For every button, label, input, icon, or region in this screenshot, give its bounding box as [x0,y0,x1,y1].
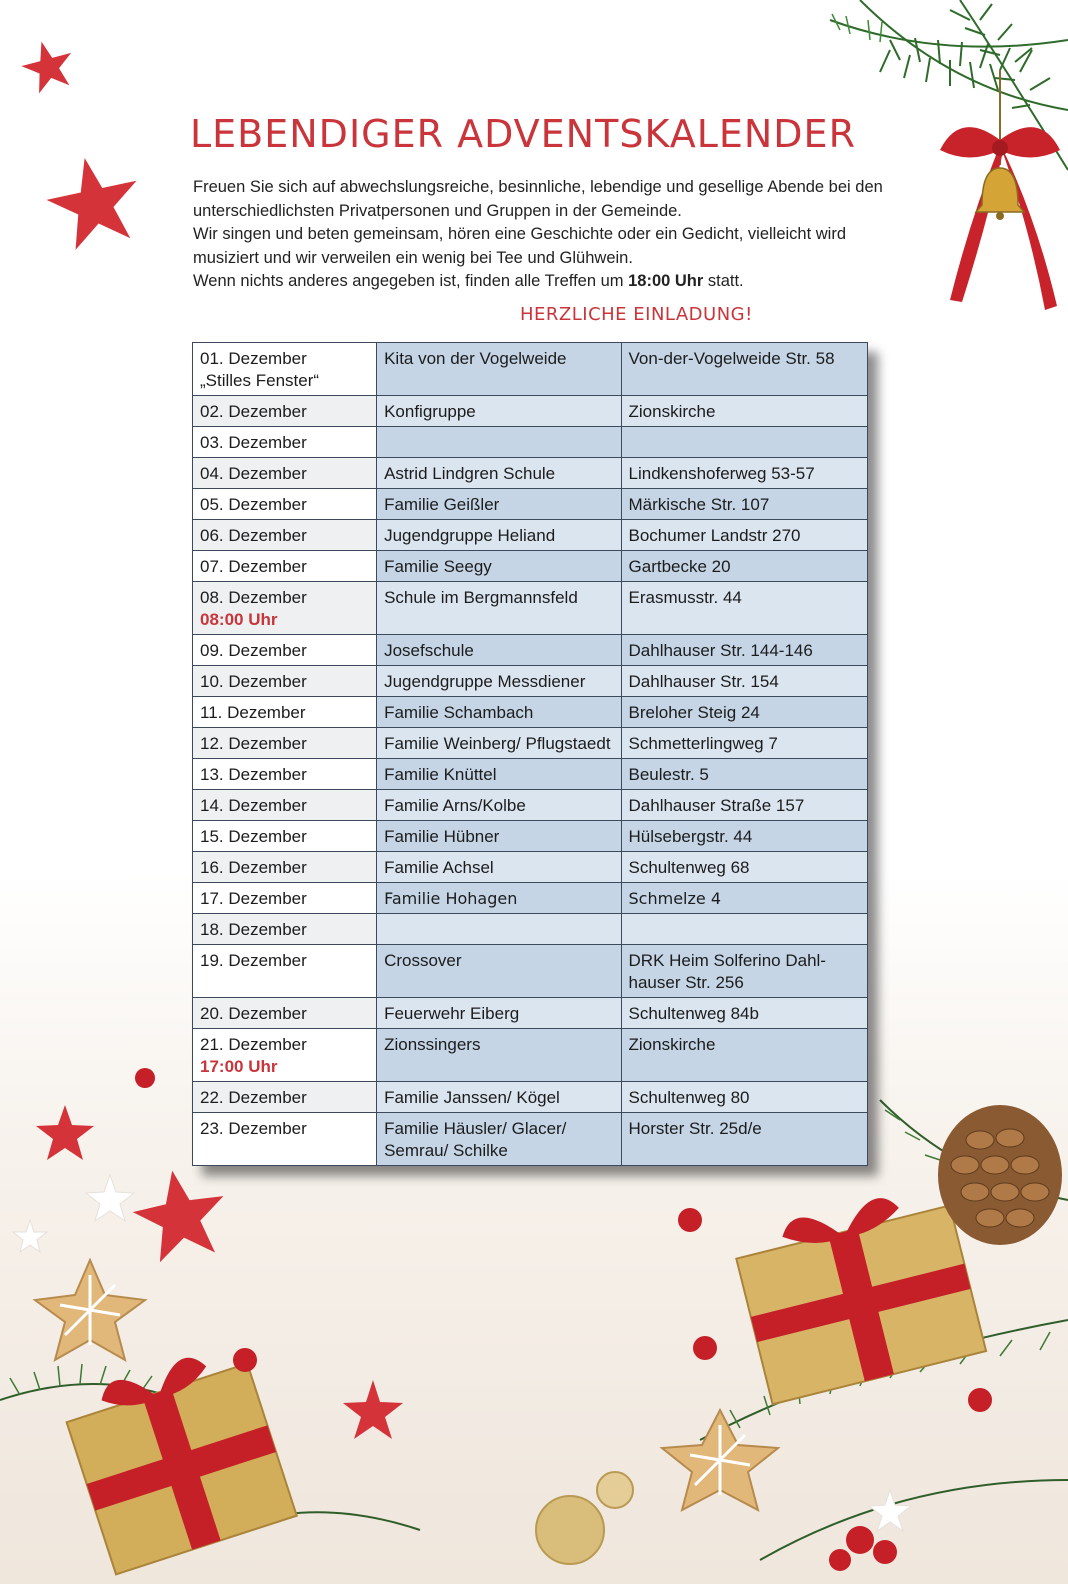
location-cell: Beulestr. 5 [621,759,867,790]
table-row [193,520,868,551]
date-cell [193,945,377,998]
table-row [193,427,868,458]
host-cell: Familie Häusler/ Glacer/ Semrau/ Schilke [377,1113,621,1166]
special-time: 17:00 Uhr [200,1057,278,1076]
date-text: 08. Dezember [200,588,307,607]
table-row [193,697,868,728]
date-cell [193,427,377,458]
host-cell [377,427,621,458]
date-text: 23. Dezember [200,1119,307,1138]
date-cell [193,790,377,821]
table-row [193,883,868,914]
host-cell: Familie Geißler [377,489,621,520]
host-cell: Familie Janssen/ Kögel [377,1082,621,1113]
date-cell [193,343,377,396]
host-cell: Josefschule [377,635,621,666]
table-row [193,998,868,1029]
location-cell: Bochumer Landstr 270 [621,520,867,551]
host-cell: Familie Knüttel [377,759,621,790]
date-cell [193,728,377,759]
star-icon [20,38,76,94]
date-cell [193,582,377,635]
table-row [193,790,868,821]
date-text: 18. Dezember [200,920,307,939]
star-icon [44,152,144,252]
page-title: LEBENDIGER ADVENTSKALENDER [190,112,856,156]
location-cell: Schultenweg 84b [621,998,867,1029]
location-cell: Dahlhauser Straße 157 [621,790,867,821]
date-cell [193,1029,377,1082]
date-cell [193,520,377,551]
date-text: 21. Dezember [200,1035,307,1054]
host-cell: Familie Hohagen [377,883,621,914]
location-cell: Zionskirche [621,396,867,427]
advent-calendar-table [192,342,868,1166]
date-cell [193,697,377,728]
date-cell [193,458,377,489]
calendar-body [193,343,868,1166]
date-text: 07. Dezember [200,557,307,576]
location-cell: Zionskirche [621,1029,867,1082]
location-cell: Märkische Str. 107 [621,489,867,520]
date-text: 01. Dezember [200,349,307,368]
date-text: 11. Dezember [200,703,306,722]
date-cell [193,821,377,852]
date-cell [193,852,377,883]
date-cell [193,883,377,914]
location-cell: Dahlhauser Str. 144-146 [621,635,867,666]
location-cell: Schultenweg 68 [621,852,867,883]
host-cell: Feuerwehr Eiberg [377,998,621,1029]
intro-text [193,176,893,294]
intro-line-2: Wir singen und beten gemeinsam, hören eine Geschichte oder ein Gedicht, vielleicht wird musiziert und wir verweilen ein wenig bei Tee und Glühwein. [193,225,847,267]
host-cell: Familie Weinberg/ Pflugstaedt [377,728,621,759]
table-row [193,1082,868,1113]
date-text: 03. Dezember [200,433,307,452]
host-cell: Konfigruppe [377,396,621,427]
date-text: 06. Dezember [200,526,307,545]
invitation-heading: HERZLICHE EINLADUNG! [520,304,753,325]
location-cell [621,914,867,945]
host-cell: Familie Seegy [377,551,621,582]
host-cell [377,914,621,945]
table-row [193,458,868,489]
date-text: 19. Dezember [200,951,307,970]
date-cell [193,635,377,666]
location-cell: Horster Str. 25d/e [621,1113,867,1166]
date-text: 05. Dezember [200,495,307,514]
location-cell: Schmelze 4 [621,883,867,914]
location-cell: Hülsebergstr. 44 [621,821,867,852]
host-cell: Zionssingers [377,1029,621,1082]
table-row [193,635,868,666]
table-row [193,852,868,883]
date-text: 04. Dezember [200,464,307,483]
location-cell [621,427,867,458]
location-cell: Schmetterlingweg 7 [621,728,867,759]
table-row [193,396,868,427]
date-text: 15. Dezember [200,827,307,846]
table-row [193,489,868,520]
table-row [193,1113,868,1166]
table-row [193,582,868,635]
date-cell [193,759,377,790]
date-cell [193,489,377,520]
table-row [193,914,868,945]
table-row [193,759,868,790]
date-cell [193,914,377,945]
host-cell: Familie Hübner [377,821,621,852]
date-text: 10. Dezember [200,672,307,691]
host-cell: Schule im Bergmannsfeld [377,582,621,635]
location-cell: Breloher Steig 24 [621,697,867,728]
date-text: 12. Dezember [200,734,307,753]
table-row [193,1029,868,1082]
table-row [193,728,868,759]
intro-line-1: Freuen Sie sich auf abwechslungsreiche, besinnliche, lebendige und gesellige Abende bei den unterschiedlichsten Privatpersonen und Gruppen in der Gemeinde. [193,178,883,220]
table-row [193,551,868,582]
date-cell [193,1113,377,1166]
table-row [193,945,868,998]
table-row [193,821,868,852]
table-row [193,666,868,697]
location-cell: Lindkenshoferweg 53-57 [621,458,867,489]
date-text: 09. Dezember [200,641,307,660]
date-cell [193,666,377,697]
host-cell: Familie Arns/Kolbe [377,790,621,821]
date-text: 14. Dezember [200,796,307,815]
location-cell: Schultenweg 80 [621,1082,867,1113]
date-text: 17. Dezember [200,889,307,908]
date-note: „Stilles Fenster“ [200,371,320,390]
host-cell: Familie Achsel [377,852,621,883]
location-cell: Gartbecke 20 [621,551,867,582]
host-cell: Kita von der Vogelweide [377,343,621,396]
intro-line-3-before: Wenn nichts anderes angegeben ist, finden alle Treffen um [193,272,629,290]
location-cell: DRK Heim Solferino Dahl-hauser Str. 256 [621,945,867,998]
date-text: 13. Dezember [200,765,307,784]
date-text: 20. Dezember [200,1004,307,1023]
table-row [193,343,868,396]
location-cell: Dahlhauser Str. 154 [621,666,867,697]
intro-line-3 [193,270,893,294]
date-text: 16. Dezember [200,858,307,877]
special-time: 08:00 Uhr [200,610,278,629]
default-time: 18:00 Uhr [628,272,704,290]
date-cell [193,551,377,582]
host-cell: Jugendgruppe Messdiener [377,666,621,697]
host-cell: Familie Schambach [377,697,621,728]
date-cell [193,396,377,427]
date-text: 22. Dezember [200,1088,307,1107]
date-text: 02. Dezember [200,402,307,421]
host-cell: Crossover [377,945,621,998]
date-cell [193,998,377,1029]
location-cell: Von-der-Vogelweide Str. 58 [621,343,867,396]
host-cell: Astrid Lindgren Schule [377,458,621,489]
host-cell: Jugendgruppe Heliand [377,520,621,551]
intro-line-3-after: statt. [703,272,744,290]
date-cell [193,1082,377,1113]
location-cell: Erasmusstr. 44 [621,582,867,635]
